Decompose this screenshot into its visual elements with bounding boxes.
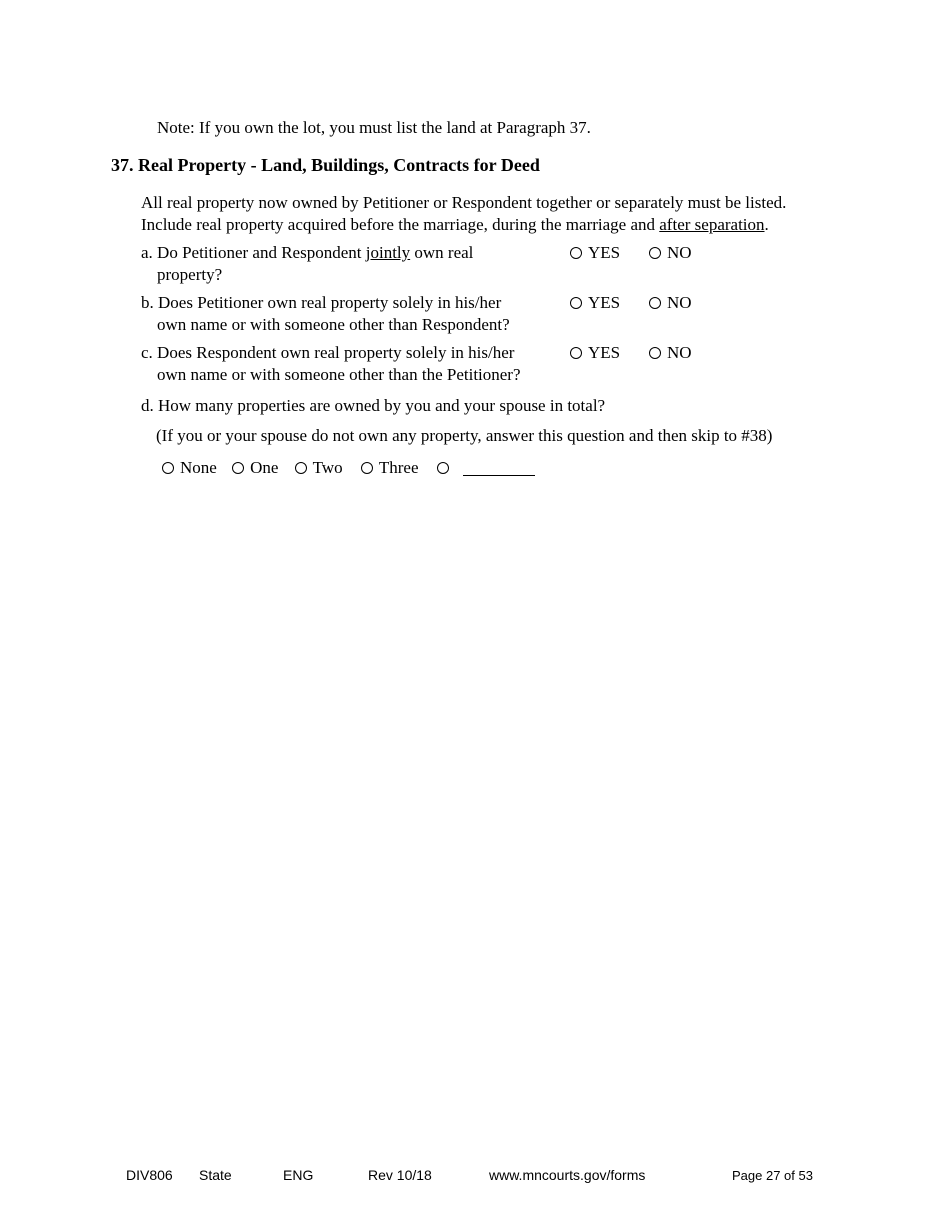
footer-page-number: Page 27 of 53 [732, 1168, 813, 1183]
option-one-label: One [250, 458, 279, 477]
question-b-no-option[interactable] [649, 293, 692, 313]
section-heading: 37. Real Property - Land, Buildings, Contracts for Deed [111, 155, 540, 175]
intro-line-2-text: Include real property acquired before the marriage, during the marriage and [141, 215, 660, 234]
option-other[interactable] [437, 458, 535, 478]
radio-icon[interactable] [361, 462, 373, 474]
radio-icon[interactable] [162, 462, 174, 474]
question-a-yes-option[interactable] [570, 243, 620, 263]
question-d-line-1: d. How many properties are owned by you and your spouse in total? [141, 396, 606, 415]
radio-icon[interactable] [437, 462, 449, 474]
yes-label: YES [588, 293, 621, 312]
radio-icon[interactable] [570, 347, 582, 359]
option-three-label: Three [378, 458, 419, 477]
question-a-text: a. Do Petitioner and Respondent [141, 243, 366, 262]
footer-website[interactable]: www.mncourts.gov/forms [489, 1167, 646, 1183]
footer-form-id: DIV806 [126, 1167, 173, 1183]
option-two-label: Two [312, 458, 343, 477]
property-count-options [162, 458, 535, 478]
no-label: NO [667, 343, 692, 362]
question-b-yes-option[interactable] [570, 293, 620, 313]
question-a-no-option[interactable] [649, 243, 692, 263]
question-c-line-1: c. Does Respondent own real property solely in his/her [141, 343, 515, 362]
after-separation-text: after separation [659, 215, 765, 234]
question-a-text-end: own real [410, 243, 474, 262]
other-count-blank[interactable] [463, 460, 535, 476]
footer-jurisdiction: State [199, 1167, 232, 1183]
option-two[interactable] [295, 458, 343, 478]
question-c-line-2: own name or with someone other than the Petitioner? [157, 365, 521, 384]
question-d-line-2: (If you or your spouse do not own any property, answer this question and then skip to #38) [156, 426, 773, 445]
radio-icon[interactable] [649, 297, 661, 309]
yes-label: YES [588, 243, 621, 262]
question-c-no-option[interactable] [649, 343, 692, 363]
question-a-line-2: property? [157, 265, 223, 284]
intro-line-2-end: . [764, 215, 769, 234]
intro-line-1: All real property now owned by Petitioner or Respondent together or separately must be listed. [141, 193, 787, 212]
radio-icon[interactable] [570, 247, 582, 259]
jointly-text: jointly [365, 243, 411, 262]
yes-label: YES [588, 343, 621, 362]
radio-icon[interactable] [295, 462, 307, 474]
radio-icon[interactable] [649, 347, 661, 359]
option-none[interactable] [162, 458, 217, 478]
question-c-yes-option[interactable] [570, 343, 620, 363]
radio-icon[interactable] [649, 247, 661, 259]
intro-line-2 [141, 215, 769, 235]
radio-icon[interactable] [570, 297, 582, 309]
note-text: Note: If you own the lot, you must list the land at Paragraph 37. [157, 118, 591, 137]
no-label: NO [667, 243, 692, 262]
option-one[interactable] [232, 458, 278, 478]
footer-revision: Rev 10/18 [368, 1167, 432, 1183]
no-label: NO [667, 293, 692, 312]
question-a-line-1 [141, 243, 473, 263]
footer-language: ENG [283, 1167, 314, 1183]
question-b-line-1: b. Does Petitioner own real property solely in his/her [141, 293, 502, 312]
option-none-label: None [180, 458, 217, 477]
radio-icon[interactable] [232, 462, 244, 474]
question-b-line-2: own name or with someone other than Respondent? [157, 315, 510, 334]
option-three[interactable] [361, 458, 419, 478]
